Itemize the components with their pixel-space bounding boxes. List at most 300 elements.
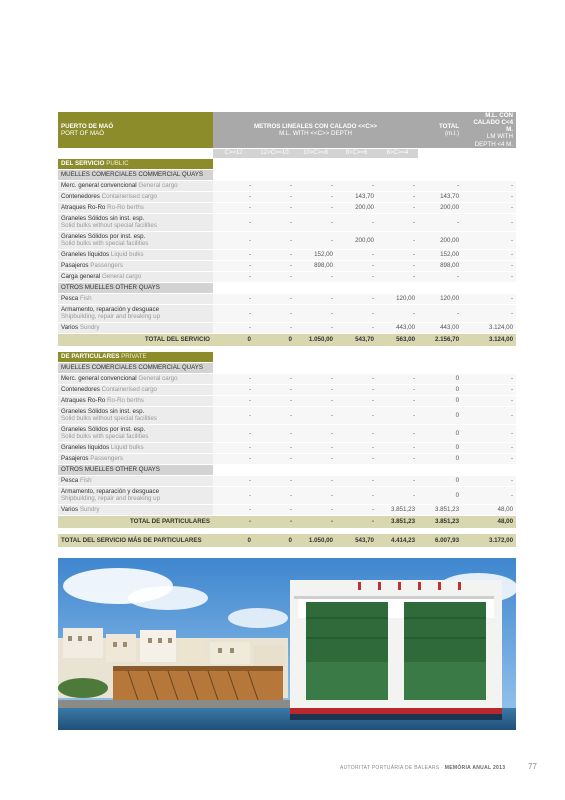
- row-label-en: Containerised cargo: [101, 193, 157, 201]
- group-title-es: MUELLES COMERCIALES: [61, 364, 137, 372]
- total-value: -: [213, 515, 254, 528]
- depth-col: 6>C>=4: [377, 148, 418, 158]
- cell-value: -: [418, 213, 462, 231]
- port-title: PUERTO DE MAÓ: [61, 122, 114, 130]
- table-row: [58, 486, 516, 504]
- cell-value: -: [254, 249, 295, 260]
- cell-value: -: [336, 504, 377, 515]
- row-label: [58, 260, 213, 271]
- cell-value: 443,00: [377, 322, 418, 333]
- total-subtitle: (m.l.): [444, 129, 460, 137]
- cell-value: 143,70: [336, 191, 377, 202]
- row-label: [58, 202, 213, 213]
- row-label-es: Varios: [61, 324, 79, 332]
- cell-value: -: [213, 231, 254, 249]
- row-label-en: Fish: [79, 295, 92, 303]
- cell-value: -: [377, 384, 418, 395]
- group-title-es: OTROS MUELLES: [61, 284, 114, 292]
- cell-value: -: [213, 180, 254, 191]
- table-row: [58, 406, 516, 424]
- cell-value: -: [213, 384, 254, 395]
- cell-value: 0: [418, 384, 462, 395]
- cell-value: -: [213, 442, 254, 453]
- row-label-en: General cargo: [138, 182, 178, 190]
- row-label: [58, 475, 213, 486]
- cell-value: -: [336, 293, 377, 304]
- cell-value: -: [254, 453, 295, 464]
- cell-value: -: [377, 231, 418, 249]
- section-title: [58, 352, 213, 363]
- cell-value: -: [295, 453, 336, 464]
- table-row: [58, 191, 516, 202]
- cell-value: -: [295, 486, 336, 504]
- row-label: [58, 453, 213, 464]
- cell-value: -: [462, 271, 516, 282]
- cell-value: 120,00: [418, 293, 462, 304]
- row-label-es: Contenedores: [61, 386, 100, 394]
- cell-value: 898,00: [418, 260, 462, 271]
- section-title: [58, 158, 213, 169]
- cell-value: 143,70: [418, 191, 462, 202]
- group-title: [58, 464, 213, 475]
- cell-value: -: [295, 373, 336, 384]
- table-row: [58, 304, 516, 322]
- cell-value: -: [295, 384, 336, 395]
- grand-total-value: 543,70: [336, 534, 377, 548]
- cell-value: -: [377, 406, 418, 424]
- cell-value: -: [213, 475, 254, 486]
- row-label: [58, 373, 213, 384]
- table-row: [58, 395, 516, 406]
- cell-value: -: [254, 202, 295, 213]
- row-label-en: Solid bulks with special facilities: [61, 240, 149, 248]
- cell-value: -: [336, 373, 377, 384]
- row-label-en: Fish: [79, 477, 92, 485]
- table-body: [58, 158, 516, 547]
- table-row: [58, 293, 516, 304]
- cell-value: -: [418, 180, 462, 191]
- cell-value: 200,00: [418, 231, 462, 249]
- grand-total-value: 4.414,23: [377, 534, 418, 548]
- cell-value: -: [462, 384, 516, 395]
- total-value: 2.156,70: [418, 333, 462, 346]
- row-label-en: Passengers: [90, 262, 123, 270]
- port-subtitle: PORT OF MAÓ: [61, 129, 105, 137]
- cell-value: -: [295, 304, 336, 322]
- row-label-es: Graneles Sólidos por inst. esp.: [61, 233, 146, 240]
- section-title-es: DE PARTICULARES: [61, 353, 120, 361]
- row-label-en: Shipbuilding, repair and breaking up: [61, 495, 161, 503]
- ferry-harbour-image: [58, 558, 516, 730]
- cell-value: -: [213, 486, 254, 504]
- cell-value: -: [377, 271, 418, 282]
- row-label: [58, 191, 213, 202]
- cell-value: -: [254, 424, 295, 442]
- mlcon-title-1: M.L. CON: [485, 112, 514, 119]
- row-label-es: Varios: [61, 506, 79, 514]
- row-label: [58, 442, 213, 453]
- table-row: [58, 504, 516, 515]
- table-row: [58, 202, 516, 213]
- cell-value: -: [295, 424, 336, 442]
- cell-value: -: [254, 180, 295, 191]
- cell-value: -: [336, 453, 377, 464]
- cell-value: -: [377, 191, 418, 202]
- table-row: [58, 322, 516, 333]
- cell-value: -: [377, 453, 418, 464]
- cell-value: -: [336, 322, 377, 333]
- cell-value: -: [213, 322, 254, 333]
- cell-value: 0: [418, 475, 462, 486]
- table-row: [58, 231, 516, 249]
- mlcon-title-2: CALADO C<4 M.: [473, 119, 514, 134]
- group-title-en: COMMERCIAL QUAYS: [138, 171, 204, 179]
- cell-value: -: [377, 475, 418, 486]
- cell-value: -: [213, 213, 254, 231]
- cell-value: -: [295, 406, 336, 424]
- table-row: [58, 475, 516, 486]
- port-header: [58, 112, 213, 148]
- table-row: [58, 213, 516, 231]
- cell-value: -: [377, 202, 418, 213]
- cell-value: -: [254, 406, 295, 424]
- cell-value: -: [254, 475, 295, 486]
- cell-value: -: [295, 504, 336, 515]
- depth-col: 10>C>=8: [295, 148, 336, 158]
- row-label: [58, 293, 213, 304]
- cell-value: 0: [418, 442, 462, 453]
- cell-value: -: [418, 304, 462, 322]
- cell-value: 152,00: [418, 249, 462, 260]
- row-label-es: Armamento, reparación y desguace: [61, 306, 160, 313]
- grand-total-value: 1.050,00: [295, 534, 336, 548]
- depth-col: 12>C>=10: [254, 148, 295, 158]
- metros-header: [213, 112, 418, 148]
- row-label-en: General cargo: [138, 375, 178, 383]
- cell-value: 0: [418, 373, 462, 384]
- row-label-es: Graneles líquidos: [61, 251, 110, 259]
- group-title: [58, 282, 213, 293]
- row-label-en: Ro-Ro berths: [107, 204, 144, 212]
- cell-value: -: [254, 322, 295, 333]
- section-title-es: DEL SERVICIO: [61, 160, 105, 168]
- row-label-en: General cargo: [101, 273, 142, 281]
- cell-value: 152,00: [295, 249, 336, 260]
- row-label-en: Containerised cargo: [101, 386, 157, 394]
- row-label-es: Merc. general convencional: [61, 375, 137, 383]
- section-total-label: TOTAL DE PARTICULARES: [58, 515, 213, 528]
- cell-value: -: [295, 213, 336, 231]
- group-row: [58, 362, 516, 373]
- row-label: [58, 213, 213, 231]
- group-title-en: COMMERCIAL QUAYS: [138, 364, 204, 372]
- cell-value: -: [254, 442, 295, 453]
- cell-value: -: [254, 271, 295, 282]
- page-number: 77: [528, 762, 537, 771]
- row-label-es: Graneles Sólidos sin inst. esp.: [61, 408, 145, 415]
- cell-value: 200,00: [418, 202, 462, 213]
- section-title-en: PUBLIC: [106, 160, 129, 168]
- cell-value: -: [254, 486, 295, 504]
- cell-value: -: [213, 373, 254, 384]
- cell-value: 200,00: [336, 202, 377, 213]
- cell-value: 3.851,23: [418, 504, 462, 515]
- cell-value: -: [336, 249, 377, 260]
- cell-value: -: [295, 293, 336, 304]
- cell-value: -: [462, 249, 516, 260]
- row-label: [58, 180, 213, 191]
- row-label-es: Graneles Sólidos por inst. esp.: [61, 426, 146, 433]
- grand-total-row: [58, 534, 516, 548]
- cell-value: 48,00: [462, 504, 516, 515]
- cell-value: -: [336, 442, 377, 453]
- row-label-en: Sundry: [79, 324, 100, 332]
- table-row: [58, 442, 516, 453]
- table-row: [58, 453, 516, 464]
- cell-value: -: [213, 260, 254, 271]
- cell-value: -: [336, 406, 377, 424]
- table-row: [58, 384, 516, 395]
- cell-value: -: [254, 304, 295, 322]
- group-title-es: OTROS MUELLES: [61, 466, 114, 474]
- cell-value: -: [213, 249, 254, 260]
- cell-value: -: [254, 395, 295, 406]
- cell-value: 3.851,23: [377, 504, 418, 515]
- cell-value: -: [377, 213, 418, 231]
- total-value: -: [295, 515, 336, 528]
- cell-value: -: [336, 260, 377, 271]
- grand-total-value: 6.007,93: [418, 534, 462, 548]
- table-row: [58, 180, 516, 191]
- cell-value: -: [462, 373, 516, 384]
- cell-value: -: [336, 213, 377, 231]
- group-row: [58, 282, 516, 293]
- depth-col: 8>C>=6: [336, 148, 377, 158]
- cell-value: 3.124,00: [462, 322, 516, 333]
- cell-value: -: [295, 395, 336, 406]
- cell-value: -: [462, 293, 516, 304]
- cell-value: -: [213, 293, 254, 304]
- cell-value: -: [377, 442, 418, 453]
- total-value: -: [254, 515, 295, 528]
- depth-header-row: [58, 148, 516, 158]
- cell-value: 898,00: [295, 260, 336, 271]
- page-footer: [340, 765, 540, 771]
- total-value: -: [336, 515, 377, 528]
- row-label-en: Shipbuilding, repair and breaking up: [61, 313, 161, 321]
- cell-value: -: [377, 486, 418, 504]
- cell-value: 443,00: [418, 322, 462, 333]
- section-total-label: TOTAL DEL SERVICIO: [58, 333, 213, 346]
- berths-table: [58, 112, 516, 548]
- group-title-es: MUELLES COMERCIALES: [61, 171, 137, 179]
- cell-value: -: [336, 475, 377, 486]
- cell-value: -: [336, 180, 377, 191]
- cell-value: -: [295, 231, 336, 249]
- mlcon-subtitle-1: LM WITH: [486, 133, 514, 141]
- cell-value: -: [336, 486, 377, 504]
- cell-value: -: [462, 453, 516, 464]
- grand-total-label: TOTAL DEL SERVICIO MÁS DE PARTICULARES: [58, 534, 213, 548]
- cell-value: -: [377, 249, 418, 260]
- table-row: [58, 271, 516, 282]
- cell-value: -: [213, 271, 254, 282]
- grand-total-value: 3.172,00: [462, 534, 516, 548]
- row-label-en: Solid bulks with special facilities: [61, 433, 149, 441]
- group-row: [58, 169, 516, 180]
- group-title: [58, 362, 213, 373]
- cell-value: 0: [418, 486, 462, 504]
- row-label: [58, 249, 213, 260]
- total-value: 0: [213, 333, 254, 346]
- cell-value: -: [213, 504, 254, 515]
- grand-total-value: 0: [254, 534, 295, 548]
- row-label-es: Graneles líquidos: [61, 444, 110, 452]
- cell-value: -: [462, 442, 516, 453]
- section-row: [58, 158, 516, 169]
- cell-value: -: [462, 304, 516, 322]
- cell-value: -: [462, 180, 516, 191]
- row-label: [58, 504, 213, 515]
- grand-total-value: 0: [213, 534, 254, 548]
- cell-value: -: [254, 260, 295, 271]
- row-label-es: Graneles Sólidos sin inst. esp.: [61, 215, 145, 222]
- cell-value: -: [462, 395, 516, 406]
- row-label-en: Passengers: [90, 455, 123, 463]
- cell-value: -: [462, 406, 516, 424]
- cell-value: -: [295, 180, 336, 191]
- cell-value: -: [295, 191, 336, 202]
- cell-value: 120,00: [377, 293, 418, 304]
- row-label-en: Liquid bulks: [110, 444, 144, 452]
- cell-value: -: [213, 424, 254, 442]
- row-label-es: Pasajeros: [61, 262, 89, 270]
- cell-value: -: [295, 271, 336, 282]
- cell-value: -: [336, 271, 377, 282]
- table-header: [58, 112, 516, 148]
- cell-value: -: [213, 453, 254, 464]
- row-label: [58, 384, 213, 395]
- cell-value: 0: [418, 406, 462, 424]
- cell-value: -: [377, 180, 418, 191]
- table-row: [58, 424, 516, 442]
- row-label-es: Pasajeros: [61, 455, 89, 463]
- metros-subtitle: M.L. WITH <<C>> DEPTH: [279, 129, 352, 137]
- row-label-es: Merc. general convencional: [61, 182, 137, 190]
- cell-value: -: [336, 424, 377, 442]
- cell-value: -: [254, 293, 295, 304]
- row-label-en: Ro-Ro berths: [107, 397, 144, 405]
- row-label-es: Carga general: [61, 273, 101, 281]
- group-title: [58, 169, 213, 180]
- row-label-es: Atraques Ro-Ro: [61, 204, 106, 212]
- cell-value: -: [213, 395, 254, 406]
- cell-value: -: [336, 395, 377, 406]
- table-row: [58, 249, 516, 260]
- cell-value: -: [336, 384, 377, 395]
- cell-value: -: [462, 486, 516, 504]
- cell-value: -: [254, 373, 295, 384]
- row-label-es: Armamento, reparación y desguace: [61, 488, 160, 495]
- row-label: [58, 304, 213, 322]
- cell-value: -: [462, 213, 516, 231]
- row-label: [58, 322, 213, 333]
- section-total-row: [58, 333, 516, 346]
- cell-value: -: [336, 304, 377, 322]
- row-label-en: Sundry: [79, 506, 100, 514]
- metros-title: METROS LINEALES CON CALADO <<C>>: [253, 122, 378, 130]
- row-label: [58, 424, 213, 442]
- group-title-en: OTHER QUAYS: [115, 466, 160, 474]
- table-row: [58, 260, 516, 271]
- cell-value: -: [295, 202, 336, 213]
- row-label-en: Solid bulks without special facilities: [61, 222, 157, 230]
- cell-value: -: [377, 304, 418, 322]
- cell-value: -: [462, 231, 516, 249]
- ferry-photo: [58, 558, 516, 730]
- section-total-row: [58, 515, 516, 528]
- cell-value: -: [213, 406, 254, 424]
- cell-value: -: [213, 191, 254, 202]
- cell-value: -: [295, 442, 336, 453]
- group-title-en: OTHER QUAYS: [115, 284, 160, 292]
- group-row: [58, 464, 516, 475]
- cell-value: 200,00: [336, 231, 377, 249]
- cell-value: -: [213, 304, 254, 322]
- row-label: [58, 406, 213, 424]
- cell-value: -: [254, 213, 295, 231]
- total-value: 543,70: [336, 333, 377, 346]
- section-title-en: PRIVATE: [121, 353, 147, 361]
- footer-org: AUTORITAT PORTUÀRIA DE BALEARS: [340, 765, 440, 771]
- cell-value: -: [377, 424, 418, 442]
- cell-value: -: [295, 475, 336, 486]
- cell-value: -: [462, 475, 516, 486]
- cell-value: -: [377, 260, 418, 271]
- cell-value: -: [462, 191, 516, 202]
- total-value: 3.851,23: [377, 515, 418, 528]
- cell-value: -: [377, 373, 418, 384]
- cell-value: -: [254, 191, 295, 202]
- cell-value: 0: [418, 424, 462, 442]
- cell-value: -: [295, 322, 336, 333]
- row-label: [58, 395, 213, 406]
- depth-col: C>=12: [213, 148, 254, 158]
- cell-value: -: [462, 424, 516, 442]
- cell-value: -: [213, 202, 254, 213]
- cell-value: -: [462, 260, 516, 271]
- cell-value: -: [254, 384, 295, 395]
- row-label: [58, 486, 213, 504]
- row-label: [58, 271, 213, 282]
- row-label-en: Liquid bulks: [110, 251, 144, 259]
- mlcon-subtitle-2: DEPTH <4 M.: [474, 140, 514, 148]
- cell-value: -: [254, 504, 295, 515]
- footer-separator: ·: [441, 765, 444, 771]
- total-value: 48,00: [462, 515, 516, 528]
- total-header: [418, 112, 462, 148]
- section-row: [58, 352, 516, 363]
- footer-report: MEMÒRIA ANUAL 2013: [444, 765, 506, 771]
- row-label-es: Atraques Ro-Ro: [61, 397, 106, 405]
- row-label-es: Contenedores: [61, 193, 100, 201]
- cell-value: -: [462, 202, 516, 213]
- row-label: [58, 231, 213, 249]
- cell-value: 0: [418, 395, 462, 406]
- table-row: [58, 373, 516, 384]
- total-value: 0: [254, 333, 295, 346]
- total-value: 563,00: [377, 333, 418, 346]
